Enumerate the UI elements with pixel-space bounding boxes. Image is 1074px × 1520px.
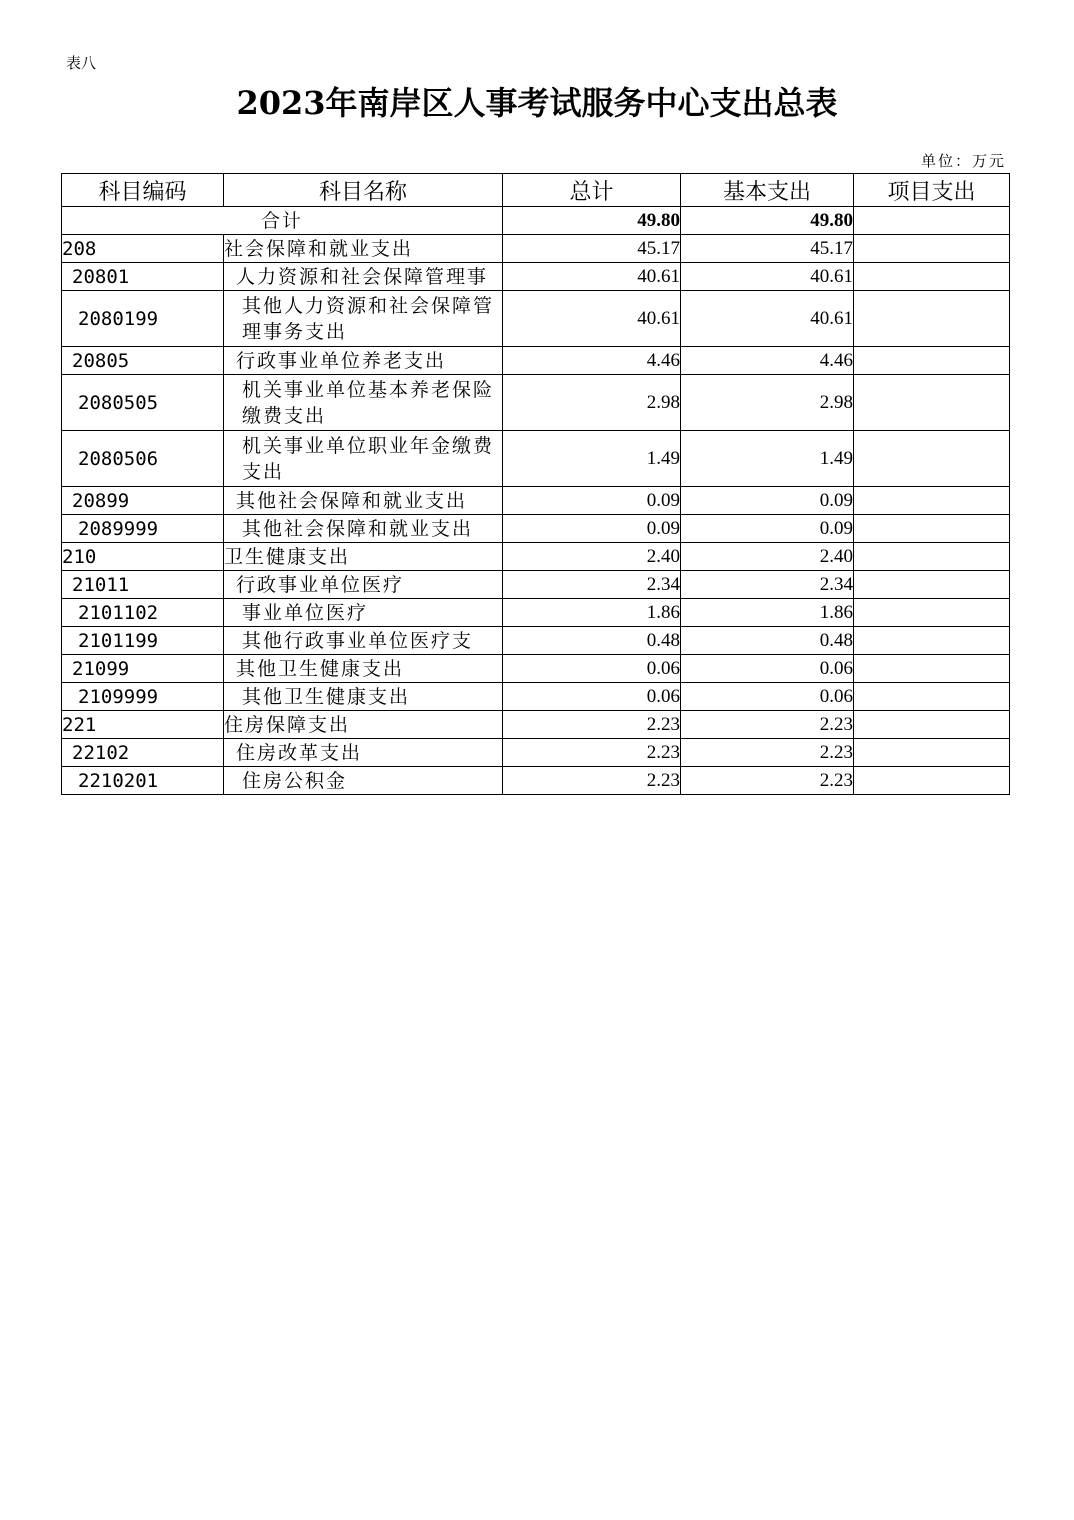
table-row bbox=[62, 739, 1010, 767]
row-name: 行政事业单位养老支出 bbox=[224, 347, 503, 375]
unit-label: 单位：万元 bbox=[920, 152, 1006, 170]
row-project bbox=[854, 431, 1010, 487]
row-project bbox=[854, 291, 1010, 347]
row-code: 210 bbox=[62, 543, 224, 571]
row-code: 2210201 bbox=[62, 767, 224, 795]
row-code: 208 bbox=[62, 235, 224, 263]
row-basic: 4.46 bbox=[681, 347, 854, 375]
row-project bbox=[854, 375, 1010, 431]
row-total: 2.23 bbox=[503, 711, 681, 739]
row-project bbox=[854, 767, 1010, 795]
row-basic: 0.06 bbox=[681, 655, 854, 683]
row-name: 卫生健康支出 bbox=[224, 543, 503, 571]
row-project bbox=[854, 515, 1010, 543]
row-total: 40.61 bbox=[503, 263, 681, 291]
row-name: 其他卫生健康支出 bbox=[224, 683, 503, 711]
table-row bbox=[62, 235, 1010, 263]
row-project bbox=[854, 739, 1010, 767]
row-name: 机关事业单位职业年金缴费支出 bbox=[224, 431, 503, 487]
row-total: 4.46 bbox=[503, 347, 681, 375]
table-row bbox=[62, 263, 1010, 291]
row-code: 2080506 bbox=[62, 431, 224, 487]
page-title: 2023年南岸区人事考试服务中心支出总表 bbox=[236, 84, 838, 122]
table-row bbox=[62, 599, 1010, 627]
row-code: 221 bbox=[62, 711, 224, 739]
row-total: 0.06 bbox=[503, 683, 681, 711]
row-project bbox=[854, 683, 1010, 711]
row-basic: 2.40 bbox=[681, 543, 854, 571]
row-total: 1.86 bbox=[503, 599, 681, 627]
row-basic: 40.61 bbox=[681, 291, 854, 347]
row-code: 2109999 bbox=[62, 683, 224, 711]
row-basic: 2.23 bbox=[681, 711, 854, 739]
row-total: 0.09 bbox=[503, 515, 681, 543]
table-row bbox=[62, 767, 1010, 795]
row-code: 20899 bbox=[62, 487, 224, 515]
header-basic: 基本支出 bbox=[681, 174, 854, 207]
row-project bbox=[854, 543, 1010, 571]
row-total: 40.61 bbox=[503, 291, 681, 347]
table-row bbox=[62, 683, 1010, 711]
row-name: 住房公积金 bbox=[224, 767, 503, 795]
header-row bbox=[62, 174, 1010, 207]
row-project bbox=[854, 711, 1010, 739]
row-name: 其他社会保障和就业支出 bbox=[224, 487, 503, 515]
row-total: 1.49 bbox=[503, 431, 681, 487]
row-project bbox=[854, 263, 1010, 291]
total-label: 合计 bbox=[62, 207, 503, 235]
row-total: 2.34 bbox=[503, 571, 681, 599]
row-project bbox=[854, 599, 1010, 627]
row-name: 人力资源和社会保障管理事 bbox=[224, 263, 503, 291]
expenditure-table bbox=[61, 173, 1010, 795]
row-basic: 2.23 bbox=[681, 739, 854, 767]
row-basic: 0.09 bbox=[681, 487, 854, 515]
table-row bbox=[62, 543, 1010, 571]
row-name: 住房改革支出 bbox=[224, 739, 503, 767]
row-project bbox=[854, 487, 1010, 515]
row-name: 行政事业单位医疗 bbox=[224, 571, 503, 599]
table-row bbox=[62, 711, 1010, 739]
row-code: 2080199 bbox=[62, 291, 224, 347]
row-project bbox=[854, 235, 1010, 263]
table-row bbox=[62, 431, 1010, 487]
row-code: 22102 bbox=[62, 739, 224, 767]
table-number-label: 表八 bbox=[66, 54, 97, 72]
table-row bbox=[62, 347, 1010, 375]
row-code: 2101102 bbox=[62, 599, 224, 627]
row-name: 其他卫生健康支出 bbox=[224, 655, 503, 683]
table-row bbox=[62, 487, 1010, 515]
row-basic: 2.34 bbox=[681, 571, 854, 599]
row-code: 20801 bbox=[62, 263, 224, 291]
row-total: 45.17 bbox=[503, 235, 681, 263]
table-row bbox=[62, 571, 1010, 599]
row-code: 20805 bbox=[62, 347, 224, 375]
table-row bbox=[62, 375, 1010, 431]
row-name: 机关事业单位基本养老保险缴费支出 bbox=[224, 375, 503, 431]
row-name: 其他人力资源和社会保障管理事务支出 bbox=[224, 291, 503, 347]
row-total: 2.40 bbox=[503, 543, 681, 571]
row-code: 2080505 bbox=[62, 375, 224, 431]
total-basic: 49.80 bbox=[681, 207, 854, 235]
row-project bbox=[854, 655, 1010, 683]
row-basic: 2.98 bbox=[681, 375, 854, 431]
header-total: 总计 bbox=[503, 174, 681, 207]
header-code: 科目编码 bbox=[62, 174, 224, 207]
row-name: 其他社会保障和就业支出 bbox=[224, 515, 503, 543]
row-name: 事业单位医疗 bbox=[224, 599, 503, 627]
row-basic: 45.17 bbox=[681, 235, 854, 263]
row-code: 21099 bbox=[62, 655, 224, 683]
row-project bbox=[854, 571, 1010, 599]
table-row bbox=[62, 515, 1010, 543]
row-name: 住房保障支出 bbox=[224, 711, 503, 739]
row-basic: 0.09 bbox=[681, 515, 854, 543]
row-basic: 1.86 bbox=[681, 599, 854, 627]
row-code: 2089999 bbox=[62, 515, 224, 543]
table-row bbox=[62, 291, 1010, 347]
row-basic: 0.48 bbox=[681, 627, 854, 655]
row-basic: 40.61 bbox=[681, 263, 854, 291]
row-basic: 2.23 bbox=[681, 767, 854, 795]
header-name: 科目名称 bbox=[224, 174, 503, 207]
row-total: 0.09 bbox=[503, 487, 681, 515]
total-project bbox=[854, 207, 1010, 235]
row-name: 其他行政事业单位医疗支 bbox=[224, 627, 503, 655]
header-project: 项目支出 bbox=[854, 174, 1010, 207]
row-total: 2.23 bbox=[503, 739, 681, 767]
row-code: 21011 bbox=[62, 571, 224, 599]
row-project bbox=[854, 347, 1010, 375]
row-basic: 1.49 bbox=[681, 431, 854, 487]
total-total: 49.80 bbox=[503, 207, 681, 235]
row-total: 2.98 bbox=[503, 375, 681, 431]
row-project bbox=[854, 627, 1010, 655]
row-total: 0.48 bbox=[503, 627, 681, 655]
row-basic: 0.06 bbox=[681, 683, 854, 711]
table-row bbox=[62, 655, 1010, 683]
table-row bbox=[62, 627, 1010, 655]
row-total: 2.23 bbox=[503, 767, 681, 795]
total-row bbox=[62, 207, 1010, 235]
row-total: 0.06 bbox=[503, 655, 681, 683]
row-name: 社会保障和就业支出 bbox=[224, 235, 503, 263]
row-code: 2101199 bbox=[62, 627, 224, 655]
